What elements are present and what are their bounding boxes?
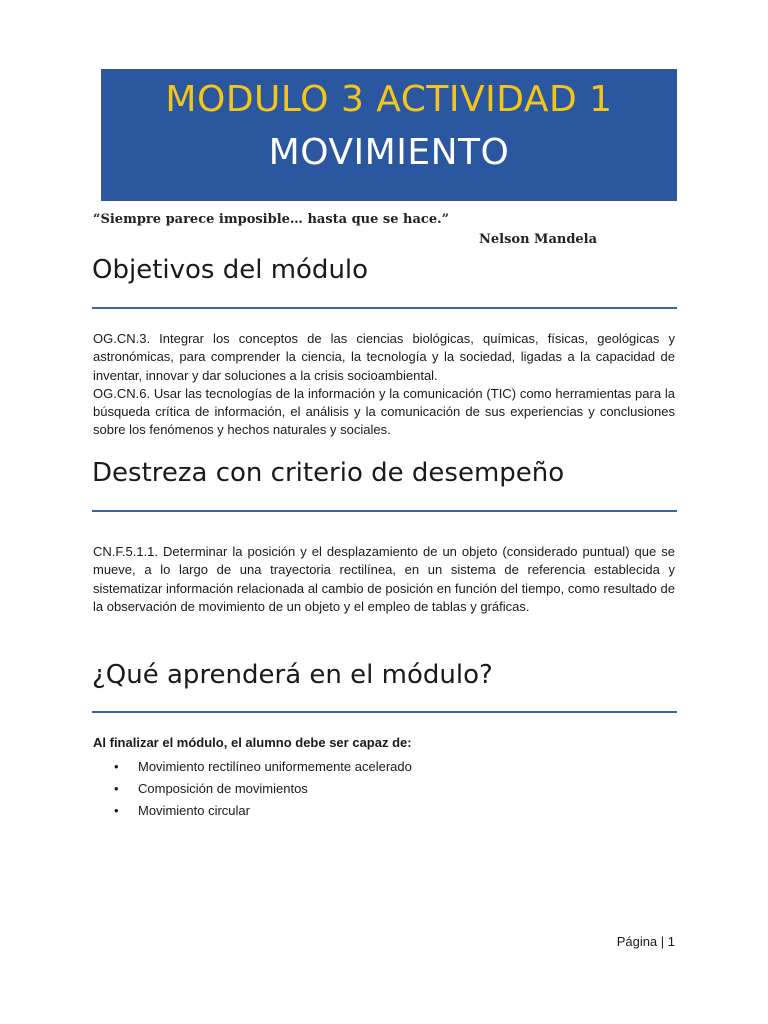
- list-item-label: Movimiento rectilíneo uniformemente acelerado: [138, 759, 412, 774]
- page-number: Página | 1: [616, 934, 675, 949]
- aprendera-list: [110, 756, 412, 822]
- quote-author: Nelson Mandela: [479, 232, 598, 247]
- module-subtitle: MOVIMIENTO: [268, 132, 510, 173]
- bullet-icon: •: [114, 781, 119, 796]
- list-item: [110, 800, 412, 822]
- divider-objetivos: [92, 307, 677, 309]
- bullet-icon: •: [114, 803, 119, 818]
- aprendera-lead: Al finalizar el módulo, el alumno debe ser capaz de:: [93, 735, 412, 750]
- list-item: [110, 756, 412, 778]
- bullet-icon: •: [114, 759, 119, 774]
- objetivos-text: [93, 330, 675, 440]
- list-item-label: Movimiento circular: [138, 803, 250, 818]
- list-item: [110, 778, 412, 800]
- divider-destreza: [92, 510, 677, 512]
- heading-objetivos: Objetivos del módulo: [92, 255, 369, 285]
- quote-text: “Siempre parece imposible… hasta que se hace.”: [93, 212, 450, 227]
- objetivo-og-cn-3: OG.CN.3. Integrar los conceptos de las ciencias biológicas, químicas, físicas, geológicas y astronómicas, para comprender la ciencia, la tecnología y la sociedad, ligadas a la capacidad de inventar, innovar y dar soluciones a la crisis socioambiental.: [93, 331, 675, 383]
- heading-destreza: Destreza con criterio de desempeño: [92, 458, 565, 488]
- heading-aprendera: ¿Qué aprenderá en el módulo?: [92, 660, 493, 690]
- module-title: MODULO 3 ACTIVIDAD 1: [165, 79, 613, 120]
- objetivo-og-cn-6: OG.CN.6. Usar las tecnologías de la información y la comunicación (TIC) como herramientas para la búsqueda crítica de información, el análisis y la comunicación de sus experiencias y conclusiones sobre los fenómenos y hechos naturales y sociales.: [93, 385, 675, 438]
- destreza-text: CN.F.5.1.1. Determinar la posición y el desplazamiento de un objeto (considerado puntual) que se mueve, a lo largo de una trayectoria rectilínea, en un sistema de referencia establecida y sistematizar información relacionada al cambio de posición en función del tiempo, como resultado de la observación de movimiento de un objeto y el empleo de tablas y gráficas.: [93, 544, 675, 614]
- divider-aprendera: [92, 711, 677, 713]
- list-item-label: Composición de movimientos: [138, 781, 308, 796]
- title-banner: [101, 69, 677, 201]
